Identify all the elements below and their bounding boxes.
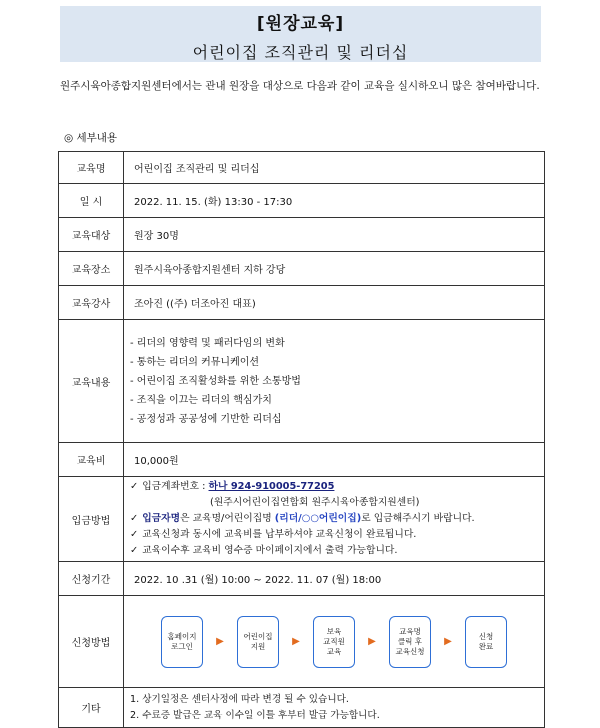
- flow-step-login: 홈페이지 로그인: [161, 616, 203, 668]
- check-icon: ✓: [130, 513, 139, 524]
- page-header: [60, 6, 541, 62]
- check-icon: ✓: [130, 481, 139, 492]
- details-table: [58, 151, 545, 728]
- content-label: 교육내용: [59, 320, 124, 443]
- date-value: 2022. 11. 15. (화) 13:30 - 17:30: [124, 184, 545, 218]
- row-course-name: [59, 152, 545, 184]
- row-fee: [59, 443, 545, 477]
- payment-name-line: [130, 511, 544, 527]
- row-lecturer: [59, 286, 545, 320]
- arrow-right-icon: ▶: [292, 636, 300, 647]
- row-payment: [59, 477, 545, 562]
- depositor-name-label: 입금자명: [142, 513, 181, 524]
- row-etc: [59, 688, 545, 728]
- arrow-right-icon: ▶: [444, 636, 452, 647]
- payment-note: 교육신청과 동시에 교육비를 납부하셔야 교육신청이 완료됩니다.: [142, 529, 417, 540]
- content-list: [124, 334, 544, 429]
- lecturer-value: 조아진 ((주) 더조아진 대표): [124, 286, 545, 320]
- application-flow: [124, 616, 544, 668]
- flow-step-support: 어린이집 지원: [237, 616, 279, 668]
- content-item: - 공정성과 공공성에 기반한 리더십: [130, 413, 282, 425]
- page-subtitle: 어린이집 조직관리 및 리더십: [192, 43, 409, 62]
- method-label: 신청방법: [59, 596, 124, 688]
- intro-text: 원주시육아종합지원센터에서는 관내 원장을 대상으로 다음과 같이 교육을 실시하오니 많은 참여바랍니다.: [60, 80, 540, 92]
- date-label: 일 시: [59, 184, 124, 218]
- row-period: [59, 562, 545, 596]
- place-label: 교육장소: [59, 252, 124, 286]
- course-name-label: 교육명: [59, 152, 124, 184]
- row-date: [59, 184, 545, 218]
- check-icon: ✓: [130, 545, 139, 556]
- payment-cell: [124, 477, 545, 562]
- etc-line: 1. 상기일정은 센터사정에 따라 변경 될 수 있습니다.: [130, 693, 349, 705]
- etc-line: 2. 수료증 발급은 교육 이수일 이틀 후부터 발급 가능합니다.: [130, 709, 380, 721]
- row-content: [59, 320, 545, 443]
- target-label: 교육대상: [59, 218, 124, 252]
- etc-label: 기타: [59, 688, 124, 728]
- content-item: - 조직을 이끄는 리더의 핵심가치: [130, 394, 272, 406]
- receipt-note: 교육이수후 교육비 영수증 마이페이지에서 출력 가능합니다.: [142, 545, 398, 556]
- course-name-value: 어린이집 조직관리 및 리더십: [124, 152, 545, 184]
- row-place: [59, 252, 545, 286]
- payment-list: [124, 479, 544, 559]
- period-label: 신청기간: [59, 562, 124, 596]
- fee-label: 교육비: [59, 443, 124, 477]
- payment-note-line: [130, 527, 544, 543]
- content-item: - 통하는 리더의 커뮤니케이션: [130, 356, 260, 368]
- receipt-note-line: [130, 543, 544, 559]
- depositor-name-example: (리더/○○어린이집): [274, 513, 362, 524]
- content-item: - 어린이집 조직활성화를 위한 소통방법: [130, 375, 301, 387]
- flow-step-education: 보육 교직원 교육: [313, 616, 355, 668]
- page-title: [원장교육]: [256, 14, 345, 34]
- lecturer-label: 교육강사: [59, 286, 124, 320]
- content-cell: [124, 320, 545, 443]
- account-prefix: 입금계좌번호 :: [142, 481, 209, 492]
- arrow-right-icon: ▶: [368, 636, 376, 647]
- row-method: [59, 596, 545, 688]
- flow-step-apply: 교육명 클릭 후 교육신청: [389, 616, 431, 668]
- payment-label: 입금방법: [59, 477, 124, 562]
- section-title: ◎ 세부내용: [64, 132, 118, 144]
- method-cell: [124, 596, 545, 688]
- period-value: 2022. 10 .31 (월) 10:00 ~ 2022. 11. 07 (월) 18:00: [124, 562, 545, 596]
- arrow-right-icon: ▶: [216, 636, 224, 647]
- check-icon: ✓: [130, 529, 139, 540]
- fee-value: 10,000원: [124, 443, 545, 477]
- row-target: [59, 218, 545, 252]
- payment-account-line: [130, 479, 544, 495]
- place-value: 원주시육아종합지원센터 지하 강당: [124, 252, 545, 286]
- account-number: 하나 924-910005-77205: [208, 481, 335, 492]
- depositor-name-end: 로 입금해주시기 바랍니다.: [361, 513, 475, 524]
- flow-step-complete: 신청 완료: [465, 616, 507, 668]
- etc-cell: [124, 688, 545, 728]
- target-value: 원장 30명: [124, 218, 545, 252]
- content-item: - 리더의 영향력 및 패러다임의 변화: [130, 337, 285, 349]
- depositor-name-desc: 은 교육명/어린이집명: [180, 513, 275, 524]
- account-holder: (원주시어린이집연합회 원주시육아종합지원센터): [210, 497, 420, 508]
